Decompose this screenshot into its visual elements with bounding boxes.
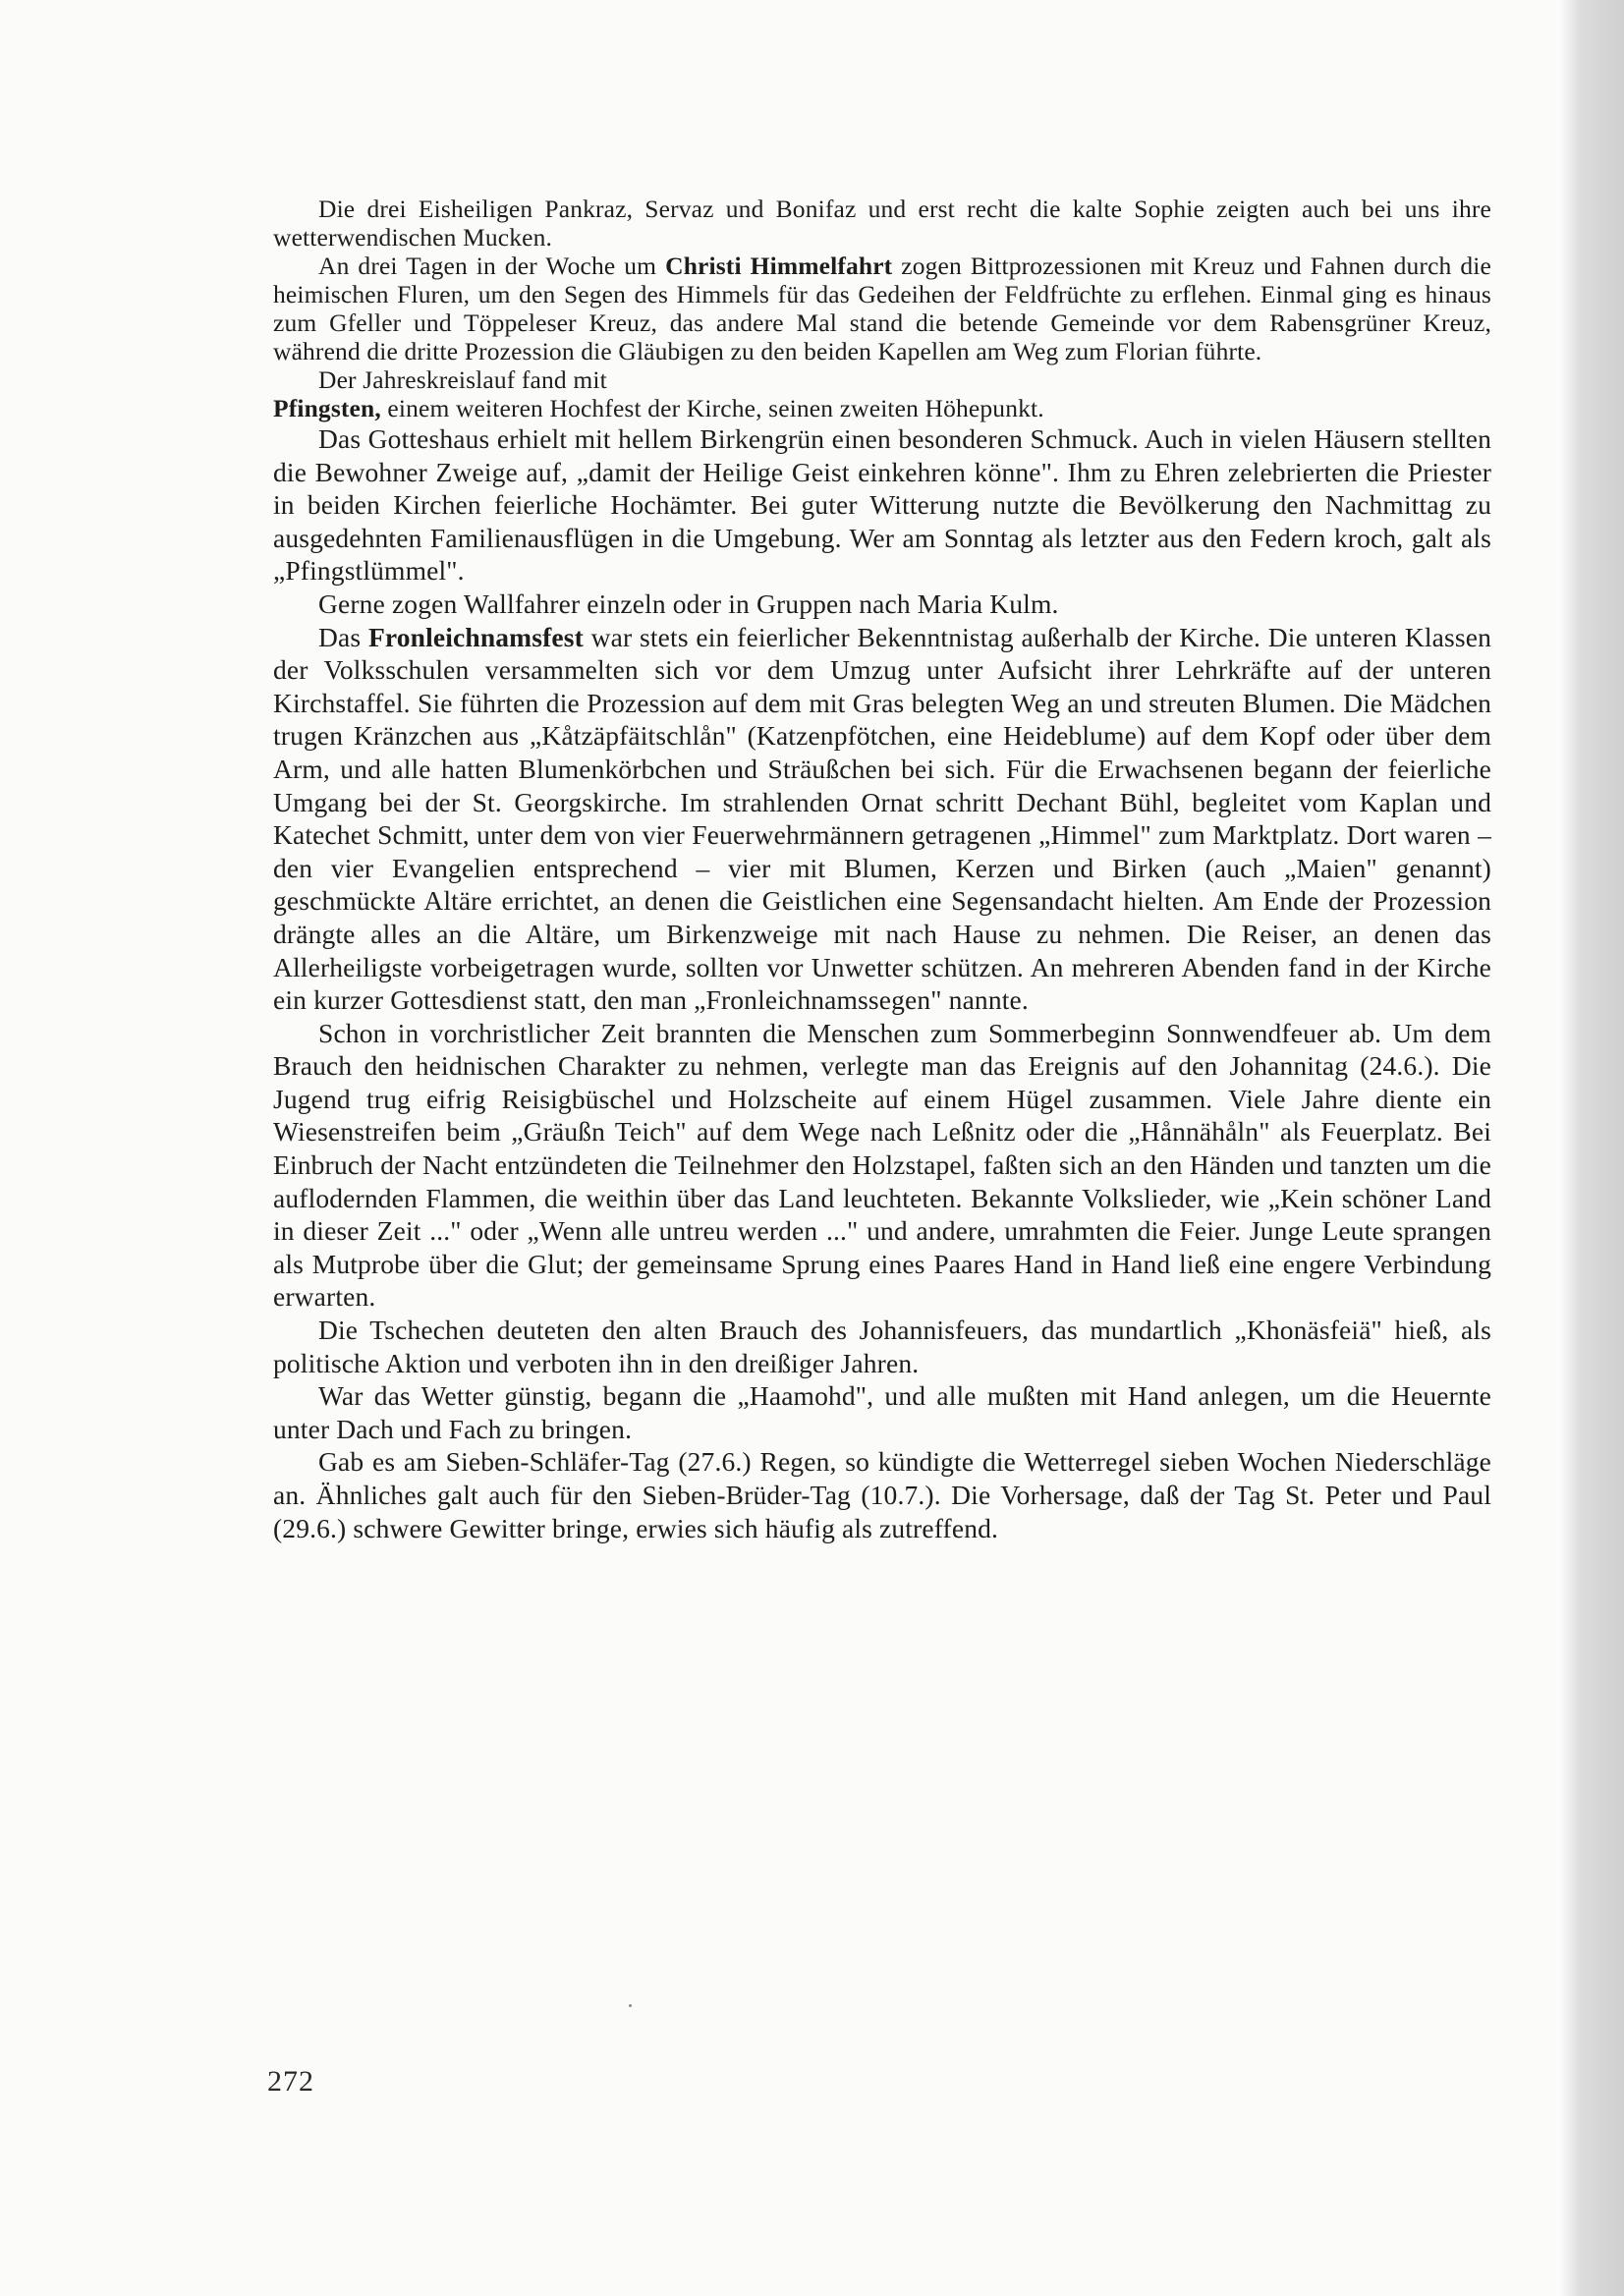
paragraph-fronleichnam xyxy=(273,621,1491,1017)
text-run: zogen Bittprozessionen mit Kreuz und Fahnen durch die heimischen Fluren, um den Segen des Himmels für das Gedeihen der Feldfrüchte zu erflehen. Einmal ging es hinaus zum Gfeller und Töppeleser Kreuz, das andere Mal stand die betende Gemeinde vor dem Rabensgrüner Kreuz, während die dritte Prozession die Gläubigen zu den beiden Kapellen am Weg zum Florian führte. xyxy=(273,252,1491,365)
paragraph-tschechen xyxy=(273,1314,1491,1379)
bold-term: Pfingsten, xyxy=(273,394,381,422)
text-run: Die Tschechen deuteten den alten Brauch des Johannisfeuers, das mundartlich „Khonäsfeiä" hieß, als politische Aktion und verboten ihn in den dreißiger Jahren. xyxy=(273,1315,1491,1378)
bold-term: Christi Himmelfahrt xyxy=(665,252,893,280)
paragraph-gotteshaus xyxy=(273,422,1491,588)
speck-mark xyxy=(629,2004,632,2007)
body-text xyxy=(273,195,1491,1544)
paragraph-sonnwendfeuer xyxy=(273,1017,1491,1314)
paragraph-siebenschlaefer xyxy=(273,1445,1491,1544)
paragraph-jahreskreislauf xyxy=(273,365,1491,394)
text-run: Das xyxy=(318,621,368,652)
bold-term: Fronleichnamsfest xyxy=(367,621,584,652)
scan-edge-shadow xyxy=(1557,0,1624,2296)
text-run: Das Gotteshaus erhielt mit hellem Birkengrün einen besonderen Schmuck. Auch in vielen Häusern stellten die Bewohner Zweige auf, „damit der Heilige Geist einkehren könne". Ihm zu Ehren zelebrierten die Priester in beiden Kirchen feierliche Hochämter. Bei guter Witterung nutzte die Bevölkerung den Nachmittag zu ausgedehnten Familienausflügen in die Umgebung. Wer am Sonntag als letzter aus den Federn kroch, galt als „Pfingstlümmel". xyxy=(273,423,1491,587)
paragraph-himmelfahrt xyxy=(273,252,1491,365)
text-run: Gerne zogen Wallfahrer einzeln oder in Gruppen nach Maria Kulm. xyxy=(318,588,1059,619)
text-run: Gab es am Sieben-Schläfer-Tag (27.6.) Regen, so kündigte die Wetterregel sieben Wochen Niederschläge an. Ähnliches galt auch für den Sieben-Brüder-Tag (10.7.). Die Vorhersage, daß der Tag St. Peter und Paul (29.6.) schwere Gewitter bringe, erwies sich häufig als zutreffend. xyxy=(273,1446,1491,1543)
paragraph-wallfahrer xyxy=(273,588,1491,621)
text-run: Die drei Eisheiligen Pankraz, Servaz und Bonifaz und erst recht die kalte Sophie zeigten auch bei uns ihre wetterwendischen Mucken. xyxy=(273,195,1491,252)
text-run: war stets ein feierlicher Bekenntnistag außerhalb der Kirche. Die unteren Klassen der Volksschulen versammelten sich vor dem Umzug unter Aufsicht ihrer Lehrkräfte auf der unteren Kirchstaffel. Sie führten die Prozession auf dem mit Gras belegten Weg an und streuten Blumen. Die Mädchen trugen Kränzchen aus „Kåtzäpfäitschlån" (Katzenpfötchen, eine Heideblume) auf dem Kopf oder über dem Arm, und alle hatten Blumenkörbchen und Sträußchen bei sich. Für die Erwachsenen begann der feierliche Umgang bei der St. Georgskirche. Im strahlenden Ornat schritt Dechant Bühl, begleitet vom Kaplan und Katechet Schmitt, unter dem von vier Feuerwehrmännern getragenen „Himmel" zum Marktplatz. Dort waren – den vier Evangelien entsprechend – vier mit Blumen, Kerzen und Birken (auch „Maien" genannt) geschmückte Altäre errichtet, an denen die Geistlichen eine Segensandacht hielten. Am Ende der Prozession drängte alles an die Altäre, um Birkenzweige mit nach Hause zu nehmen. Die Reiser, an denen das Allerheiligste vorbeigetragen wurde, sollten vor Unwetter schützen. An mehreren Abenden fand in der Kirche ein kurzer Gottesdienst statt, den man „Fronleichnamssegen" nannte. xyxy=(273,621,1492,1016)
text-run: einem weiteren Hochfest der Kirche, seinen zweiten Höhepunkt. xyxy=(380,394,1044,422)
text-run: An drei Tagen in der Woche um xyxy=(318,252,666,280)
text-run: Der Jahreskreislauf fand mit xyxy=(318,365,607,394)
text-run: War das Wetter günstig, begann die „Haamohd", und alle mußten mit Hand anlegen, um die Heuernte unter Dach und Fach zu bringen. xyxy=(273,1380,1491,1444)
paragraph-haamohd xyxy=(273,1379,1491,1445)
text-run: Schon in vorchristlicher Zeit brannten die Menschen zum Sommerbeginn Sonnwendfeuer ab. Um dem Brauch den heidnischen Charakter zu nehmen, verlegte man das Ereignis auf den Johannitag (24.6.). Die Jugend trug eifrig Reisigbüschel und Holzscheite auf einem Hügel zusammen. Viele Jahre diente ein Wiesenstreifen beim „Gräußn Teich" auf dem Wege nach Leßnitz oder die „Hånnähåln" als Feuerplatz. Bei Einbruch der Nacht entzündeten die Teilnehmer den Holzstapel, faßten sich an den Händen und tanzten um die auflodernden Flammen, die weithin über das Land leuchteten. Bekannte Volkslieder, wie „Kein schöner Land in dieser Zeit ..." oder „Wenn alle untreu werden ..." und andere, umrahmten die Feier. Junge Leute sprangen als Mutprobe über die Glut; der gemeinsame Sprung eines Paares Hand in Hand ließ eine engere Verbindung erwarten. xyxy=(273,1017,1491,1313)
paragraph-pfingsten xyxy=(273,394,1491,422)
paragraph-eisheiligen xyxy=(273,195,1491,252)
page-number: 272 xyxy=(267,2065,314,2098)
